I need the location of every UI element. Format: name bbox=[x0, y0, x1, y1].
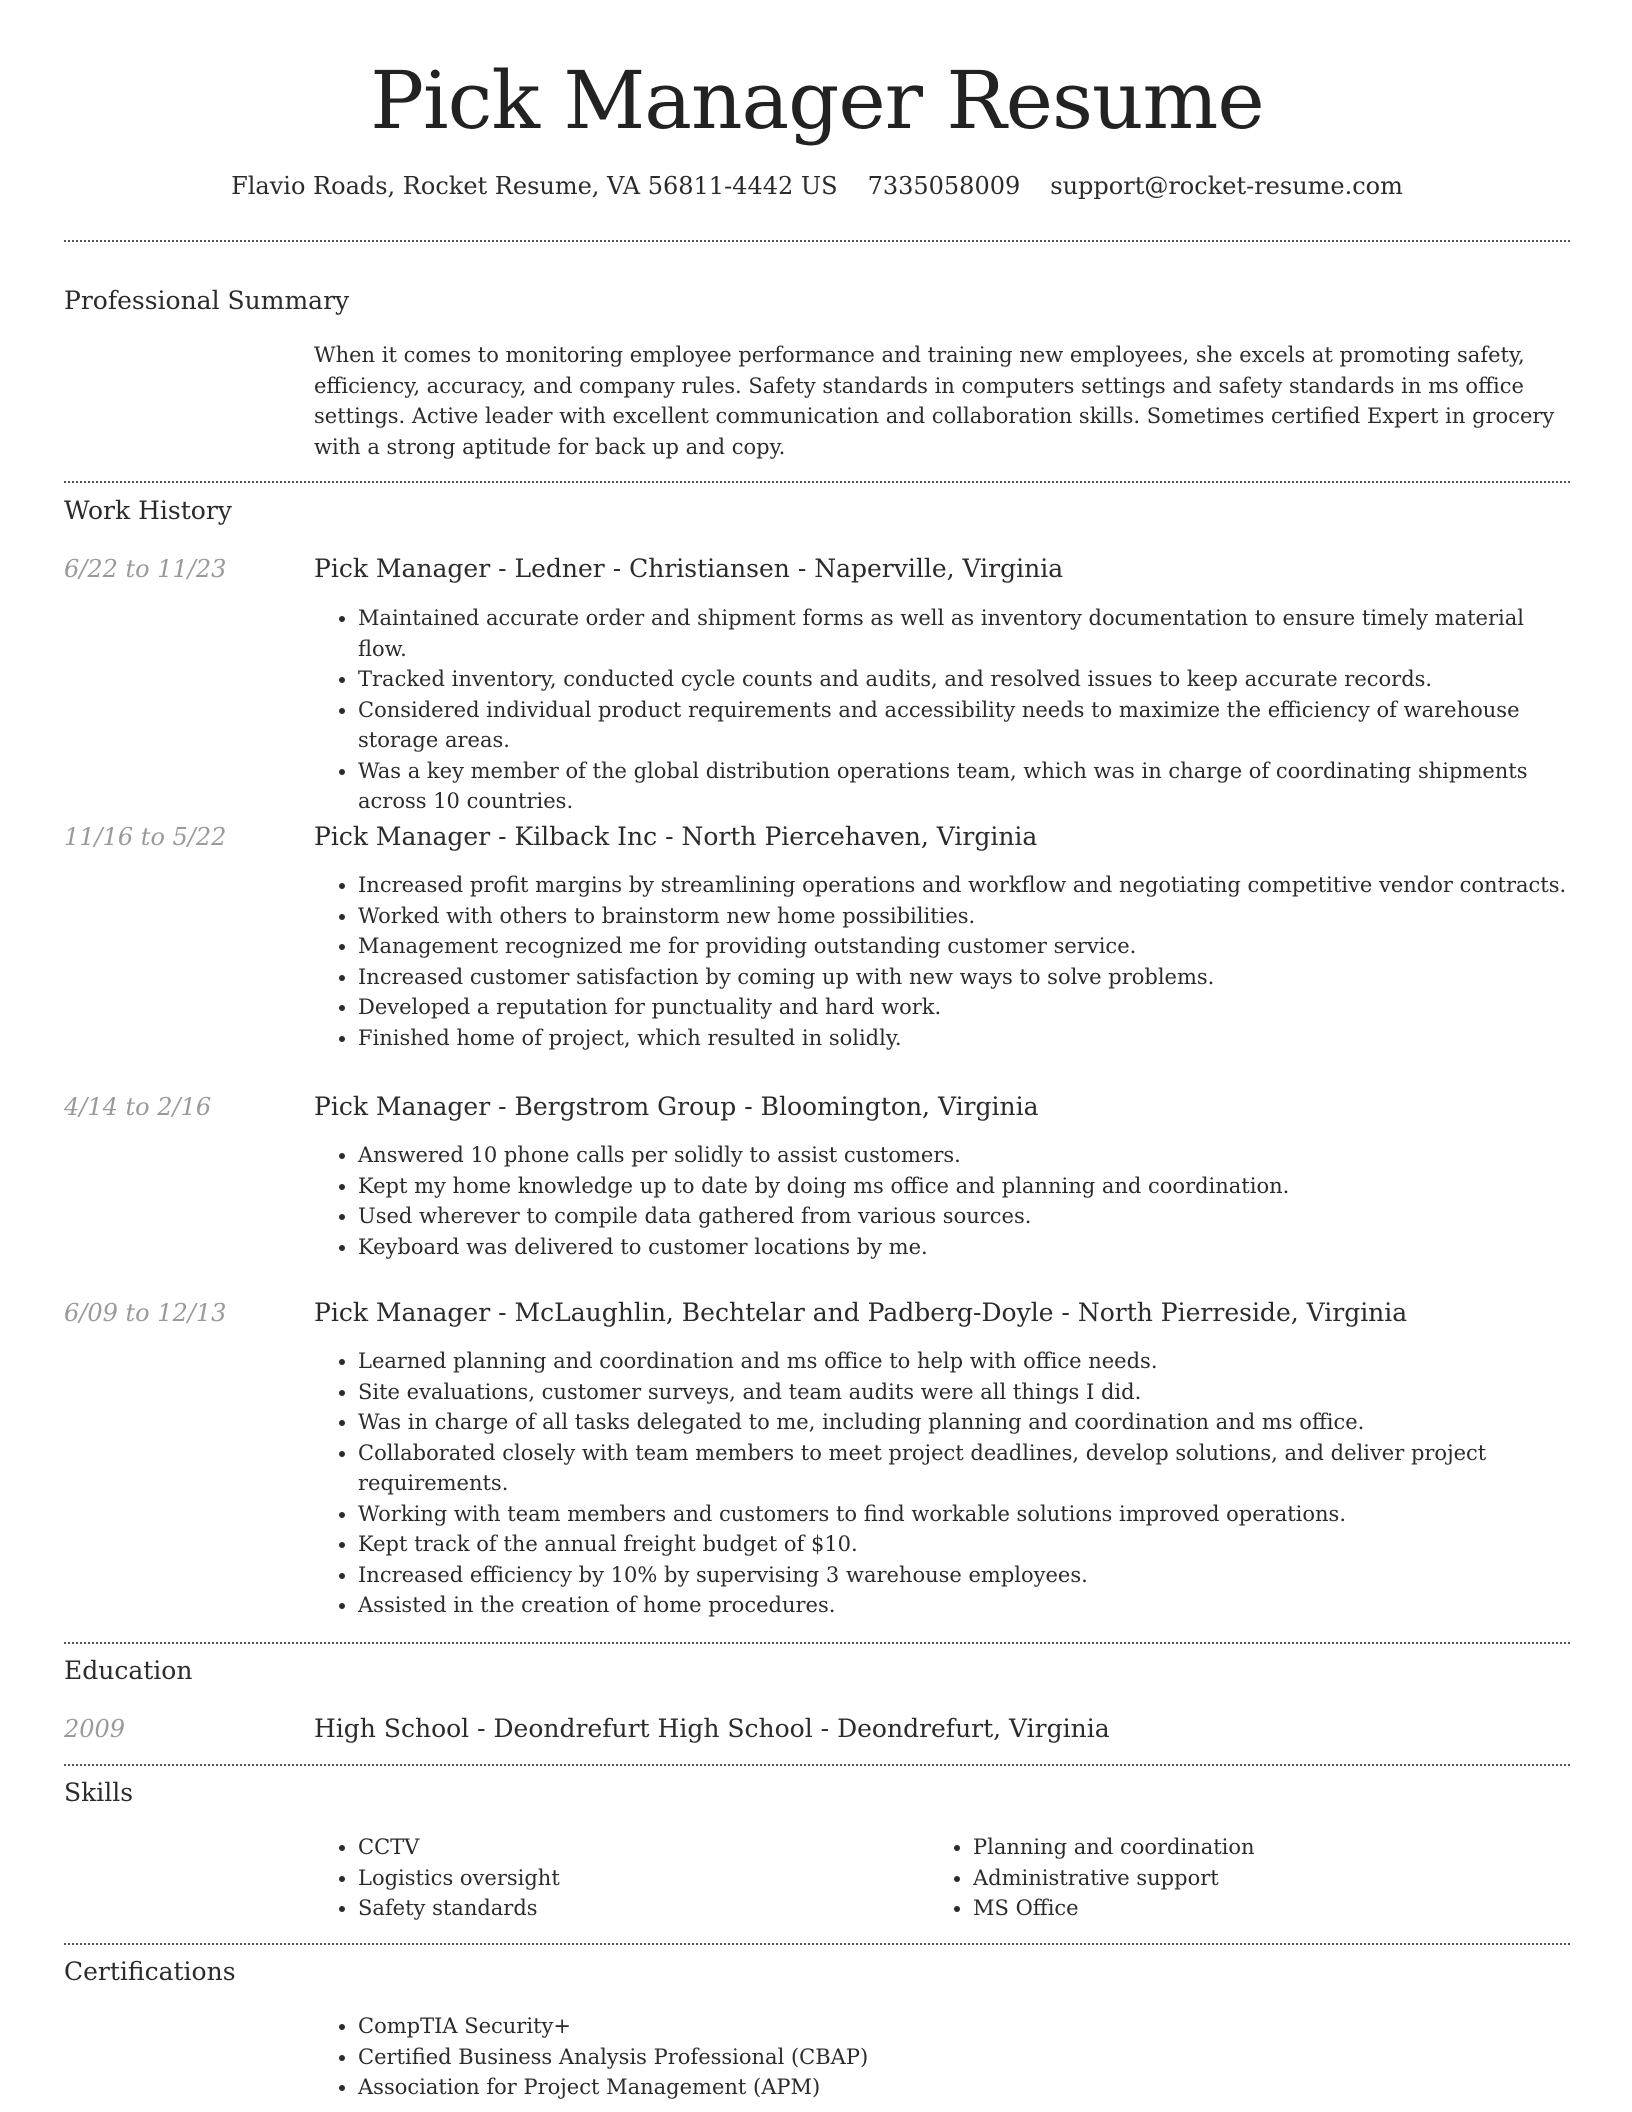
page-title: Pick Manager Resume bbox=[370, 54, 1264, 147]
education-title: High School - Deondrefurt High School - Deondrefurt, Virginia bbox=[314, 1714, 1110, 1743]
job-bullet: • Maintained accurate order and shipment forms as well as inventory documentation to ensure timely material flow. bbox=[358, 603, 1570, 664]
job-bullet: • Increased efficiency by 10% by supervising 3 warehouse employees. bbox=[358, 1560, 1570, 1591]
contact-email: support@rocket-resume.com bbox=[1050, 172, 1403, 200]
job-bullet: • Considered individual product requirements and accessibility needs to maximize the efficiency of warehouse storage areas. bbox=[358, 695, 1570, 756]
job-bullet: • Was a key member of the global distribution operations team, which was in charge of coordinating shipments across 10 countries. bbox=[358, 756, 1570, 817]
job-bullet: • Tracked inventory, conducted cycle counts and audits, and resolved issues to keep accurate records. bbox=[358, 664, 1570, 695]
job-bullet: • Developed a reputation for punctuality and hard work. bbox=[358, 992, 1570, 1023]
certification-item: • Association for Project Management (APM) bbox=[358, 2072, 1570, 2103]
contact-address: Flavio Roads, Rocket Resume, VA 56811-4442 US bbox=[231, 172, 838, 200]
job-bullet: • Finished home of project, which resulted in solidly. bbox=[358, 1023, 1570, 1054]
job-bullet: • Was in charge of all tasks delegated to me, including planning and coordination and ms office. bbox=[358, 1407, 1570, 1438]
job-bullet: • Assisted in the creation of home procedures. bbox=[358, 1590, 1570, 1621]
skill-item: • Safety standards bbox=[358, 1893, 914, 1924]
job-bullets bbox=[314, 1346, 1570, 1621]
summary-text: When it comes to monitoring employee performance and training new employees, she excels at promoting safety, efficiency, accuracy, and company rules. Safety standards in computers settings and safety standards in ms office settings. Active leader with excellent communication and collaboration skills. Sometimes certified Expert in grocery with a strong aptitude for back up and copy. bbox=[314, 343, 1555, 459]
skill-item: • CCTV bbox=[358, 1832, 914, 1863]
job-bullet: • Increased customer satisfaction by coming up with new ways to solve problems. bbox=[358, 962, 1570, 993]
skill-item: • MS Office bbox=[973, 1893, 1529, 1924]
job-bullets bbox=[314, 603, 1570, 817]
job-bullet: • Working with team members and customers to find workable solutions improved operations. bbox=[358, 1499, 1570, 1530]
job-dates: 6/22 to 11/23 bbox=[64, 555, 227, 583]
divider bbox=[64, 1764, 1570, 1766]
skills-list-left bbox=[314, 1832, 914, 1924]
job-dates: 4/14 to 2/16 bbox=[64, 1093, 212, 1121]
skill-item: • Logistics oversight bbox=[358, 1863, 914, 1894]
certification-item: • CompTIA Security+ bbox=[358, 2011, 1570, 2042]
job-bullet: • Used wherever to compile data gathered from various sources. bbox=[358, 1201, 1570, 1232]
job-bullet: • Site evaluations, customer surveys, and team audits were all things I did. bbox=[358, 1377, 1570, 1408]
job-title: Pick Manager - McLaughlin, Bechtelar and Padberg-Doyle - North Pierreside, Virginia bbox=[314, 1298, 1408, 1327]
job-title: Pick Manager - Bergstrom Group - Bloomington, Virginia bbox=[314, 1092, 1039, 1121]
job-title: Pick Manager - Kilback Inc - North Piercehaven, Virginia bbox=[314, 822, 1038, 851]
education-heading: Education bbox=[64, 1656, 193, 1685]
divider bbox=[64, 240, 1570, 242]
education-year: 2009 bbox=[64, 1715, 126, 1743]
work-history-heading: Work History bbox=[64, 496, 232, 525]
job-bullets bbox=[314, 1140, 1570, 1262]
job-title: Pick Manager - Ledner - Christiansen - Naperville, Virginia bbox=[314, 554, 1064, 583]
summary-heading: Professional Summary bbox=[64, 286, 350, 315]
skills-list-right bbox=[929, 1832, 1529, 1924]
contact-phone: 7335058009 bbox=[867, 172, 1021, 200]
job-bullet: • Worked with others to brainstorm new home possibilities. bbox=[358, 901, 1570, 932]
certification-item: • Certified Business Analysis Professional (CBAP) bbox=[358, 2042, 1570, 2073]
skills-heading: Skills bbox=[64, 1778, 134, 1807]
job-dates: 11/16 to 5/22 bbox=[64, 823, 227, 851]
divider bbox=[64, 1642, 1570, 1644]
job-bullet: • Collaborated closely with team members to meet project deadlines, develop solutions, and deliver project requirements. bbox=[358, 1438, 1570, 1499]
job-dates: 6/09 to 12/13 bbox=[64, 1299, 227, 1327]
job-bullet: • Keyboard was delivered to customer locations by me. bbox=[358, 1232, 1570, 1263]
job-bullet: • Management recognized me for providing outstanding customer service. bbox=[358, 931, 1570, 962]
certifications-heading: Certifications bbox=[64, 1957, 236, 1986]
certifications-list bbox=[314, 2011, 1570, 2103]
contact-line bbox=[64, 170, 1570, 202]
job-bullet: • Kept track of the annual freight budget of $10. bbox=[358, 1529, 1570, 1560]
divider bbox=[64, 481, 1570, 483]
job-bullet: • Learned planning and coordination and ms office to help with office needs. bbox=[358, 1346, 1570, 1377]
divider bbox=[64, 1943, 1570, 1945]
job-bullet: • Kept my home knowledge up to date by doing ms office and planning and coordination. bbox=[358, 1171, 1570, 1202]
skill-item: • Administrative support bbox=[973, 1863, 1529, 1894]
job-bullets bbox=[314, 870, 1570, 1053]
job-bullet: • Increased profit margins by streamlining operations and workflow and negotiating competitive vendor contracts. bbox=[358, 870, 1570, 901]
job-bullet: • Answered 10 phone calls per solidly to assist customers. bbox=[358, 1140, 1570, 1171]
skill-item: • Planning and coordination bbox=[973, 1832, 1529, 1863]
